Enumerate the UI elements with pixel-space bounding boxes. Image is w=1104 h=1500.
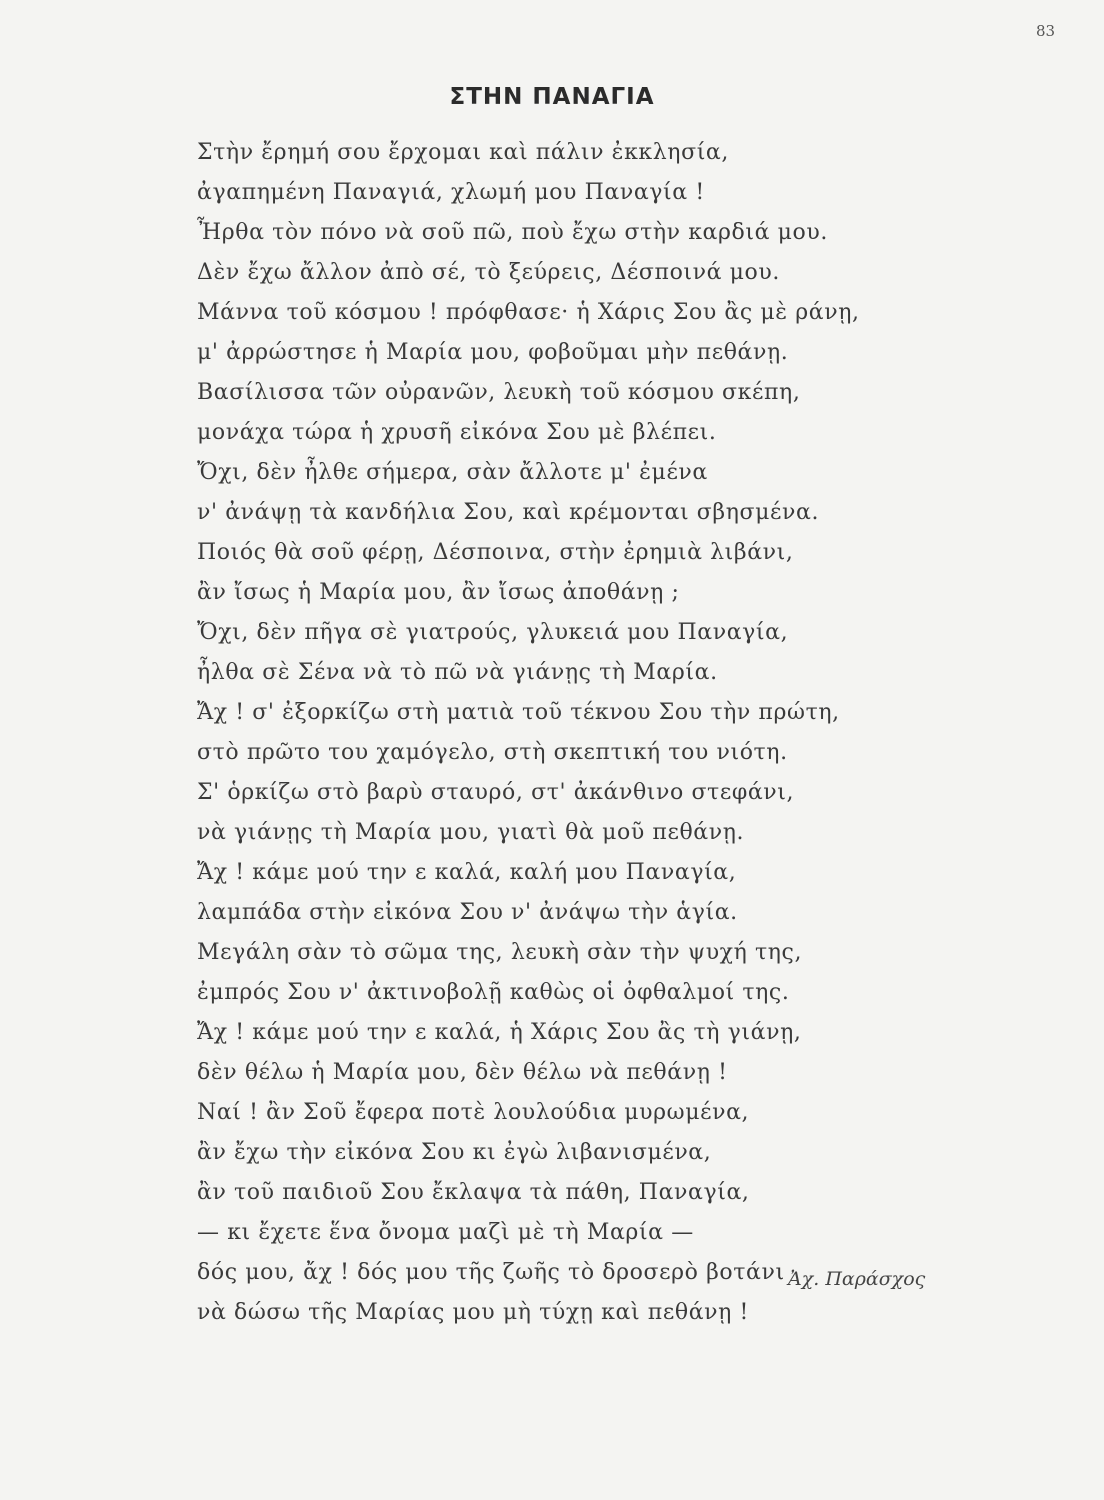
- poem-line: ἂν ἔχω τὴν εἰκόνα Σου κι ἐγὼ λιβανισμένα,: [197, 1140, 712, 1165]
- poem-line: νὰ δώσω τῆς Μαρίας μου μὴ τύχῃ καὶ πεθάνῃ !: [197, 1300, 749, 1325]
- poem-line: Ἦρθα τὸν πόνο νὰ σοῦ πῶ, ποὺ ἔχω στὴν καρδιά μου.: [197, 220, 828, 245]
- poem-line: Ἄχ ! κάμε μού την ε καλά, ἡ Χάρις Σου ἂς τὴ γιάνῃ,: [197, 1020, 802, 1045]
- poem-line: ἀγαπημένη Παναγιά, χλωμή μου Παναγία !: [197, 180, 705, 205]
- poem-line: ἦλθα σὲ Σένα νὰ τὸ πῶ νὰ γιάνῃς τὴ Μαρία.: [197, 660, 718, 685]
- poem-line: Μεγάλη σὰν τὸ σῶμα της, λευκὴ σὰν τὴν ψυχή της,: [197, 940, 803, 965]
- poem-line: δὲν θέλω ἡ Μαρία μου, δὲν θέλω νὰ πεθάνῃ !: [197, 1060, 728, 1085]
- poem-line: Βασίλισσα τῶν οὐρανῶν, λευκὴ τοῦ κόσμου σκέπη,: [197, 380, 801, 405]
- author-signature: Ἀχ. Παράσχος: [788, 1268, 926, 1290]
- poem-line: Ἄχ ! κάμε μού την ε καλά, καλή μου Παναγία,: [197, 860, 737, 885]
- poem-line: — κι ἔχετε ἕνα ὄνομα μαζὶ μὲ τὴ Μαρία —: [197, 1220, 694, 1245]
- poem-line: Σ' ὁρκίζω στὸ βαρὺ σταυρό, στ' ἀκάνθινο στεφάνι,: [197, 780, 795, 805]
- poem-line: στὸ πρῶτο του χαμόγελο, στὴ σκεπτική του νιότη.: [197, 740, 788, 765]
- poem-line: ἐμπρός Σου ν' ἀκτινοβολῇ καθὼς οἱ ὀφθαλμοί της.: [197, 980, 790, 1005]
- poem-line: ν' ἀνάψῃ τὰ κανδήλια Σου, καὶ κρέμονται σβησμένα.: [197, 500, 820, 525]
- poem-line: μονάχα τώρα ἡ χρυσῆ εἰκόνα Σου μὲ βλέπει.: [197, 420, 717, 445]
- poem-line: Ἄχ ! σ' ἐξορκίζω στὴ ματιὰ τοῦ τέκνου Σου τὴν πρώτη,: [197, 700, 840, 725]
- poem-line: Στὴν ἔρημή σου ἔρχομαι καὶ πάλιν ἐκκλησία,: [197, 140, 729, 165]
- poem-line: ἂν ἴσως ἡ Μαρία μου, ἂν ἴσως ἀποθάνῃ ;: [197, 580, 680, 605]
- poem-line: Ὄχι, δὲν ἦλθε σήμερα, σὰν ἄλλοτε μ' ἐμένα: [197, 460, 708, 485]
- poem-line: Μάννα τοῦ κόσμου ! πρόφθασε· ἡ Χάρις Σου ἂς μὲ ράνῃ,: [197, 300, 860, 325]
- poem-line: Δὲν ἔχω ἄλλον ἀπὸ σέ, τὸ ξεύρεις, Δέσποινά μου.: [197, 260, 780, 285]
- poem-line: λαμπάδα στὴν εἰκόνα Σου ν' ἀνάψω τὴν ἁγία.: [197, 900, 738, 925]
- poem-title: ΣΤΗΝ ΠΑΝΑΓΙΑ: [449, 84, 655, 110]
- poem-line: νὰ γιάνῃς τὴ Μαρία μου, γιατὶ θὰ μοῦ πεθάνῃ.: [197, 820, 745, 845]
- poem-line: δός μου, ἄχ ! δός μου τῆς ζωῆς τὸ δροσερὸ βοτάνι: [197, 1260, 785, 1285]
- page-number: 83: [1036, 22, 1056, 40]
- poem-line: Ναί ! ἂν Σοῦ ἔφερα ποτὲ λουλούδια μυρωμένα,: [197, 1100, 750, 1125]
- poem-line: Ποιός θὰ σοῦ φέρῃ, Δέσποινα, στὴν ἐρημιὰ λιβάνι,: [197, 540, 794, 565]
- poem-line: Ὄχι, δὲν πῆγα σὲ γιατρούς, γλυκειά μου Παναγία,: [197, 620, 789, 645]
- poem-line: μ' ἀρρώστησε ἡ Μαρία μου, φοβοῦμαι μὴν πεθάνῃ.: [197, 340, 789, 365]
- poem-line: ἂν τοῦ παιδιοῦ Σου ἔκλαψα τὰ πάθη, Παναγία,: [197, 1180, 750, 1205]
- poem-body: [197, 133, 957, 1333]
